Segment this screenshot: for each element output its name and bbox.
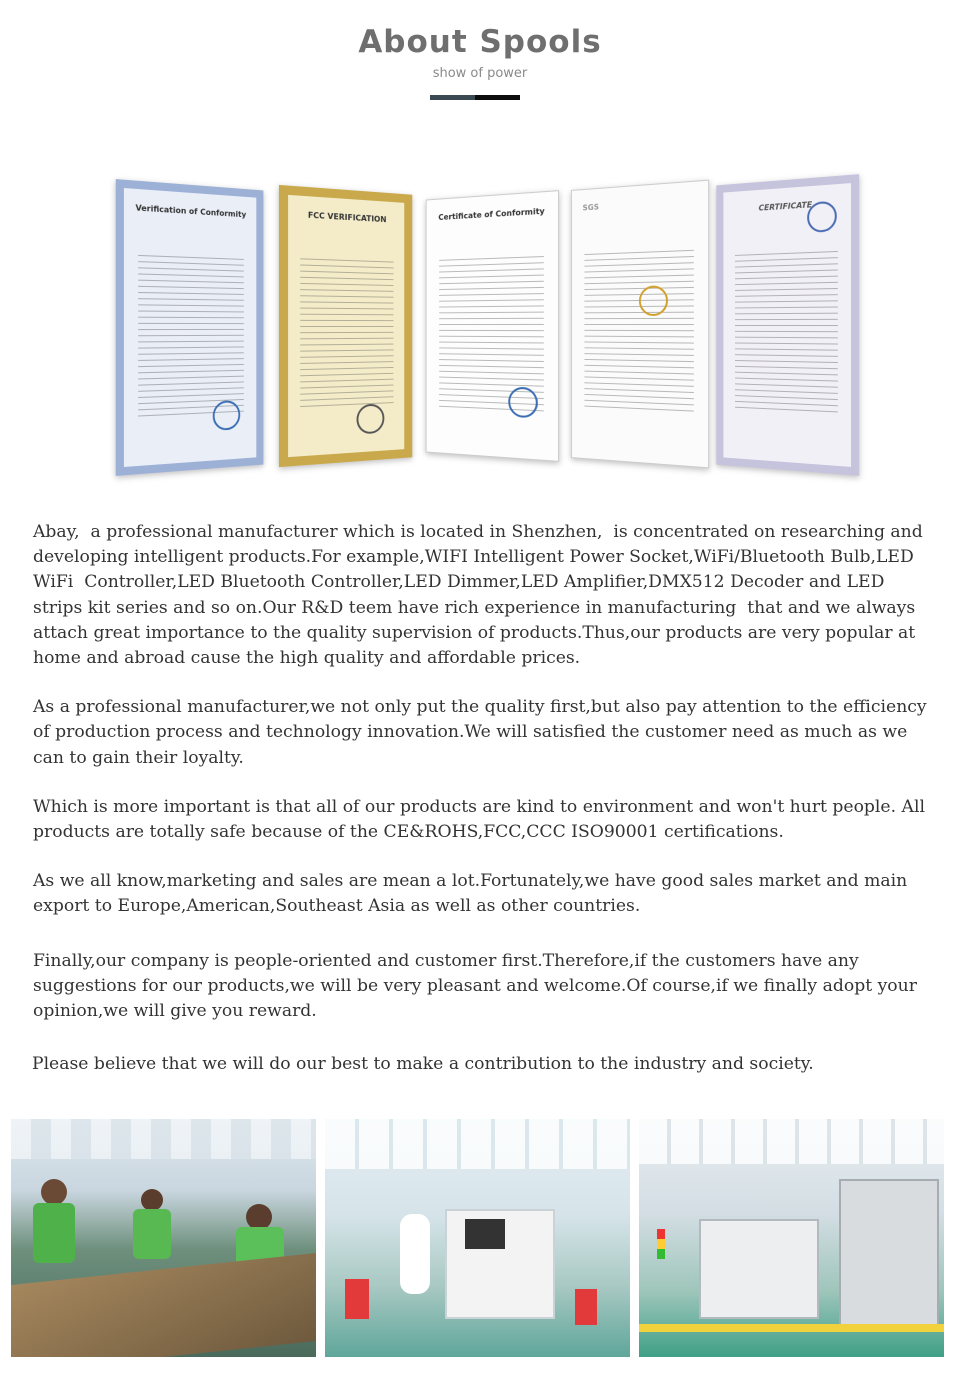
paragraph-customer: Finally,our company is people-oriented and customer first.Therefore,if the customers have any suggestions for our products,we will be very pleasant and welcome.Of course,if we finally adopt your opinion,we will give you reward. [33, 950, 923, 1022]
seal-icon [508, 387, 538, 419]
factory-photo-cleanroom [325, 1119, 630, 1357]
certificate-title: SGS [582, 202, 599, 213]
certificate-title: Certificate of Conformity [438, 206, 545, 222]
paragraph-safety: Which is more important is that all of our products are kind to environment and won't hurt people. All products are totally safe because of the CE&ROHS,FCC,CCC ISO90001 certifications. [33, 796, 931, 843]
company-description [33, 520, 933, 1077]
certificate-image-3 [426, 190, 559, 462]
seal-icon [807, 201, 837, 233]
certificate-image-4 [571, 180, 709, 469]
title-underline [430, 95, 520, 100]
certificate-image-5 [716, 174, 859, 476]
certificate-title: CERTIFICATE [758, 200, 813, 213]
title-underline-left [430, 95, 475, 100]
certificate-title: Verification of Conformity [135, 203, 247, 220]
certificate-image-1 [116, 179, 264, 476]
paragraph-quality: As a professional manufacturer,we not only put the quality first,but also pay attention to the efficiency of production process and technology innovation.We will satisfied the customer need as much as we can to gain their loyalty. [33, 697, 933, 768]
certificates-gallery [110, 175, 860, 475]
paragraph-intro: Abay, a professional manufacturer which is located in Shenzhen, is concentrated on researching and developing intelligent products.For example,WIFI Intelligent Power Socket,WiFi/Bluetooth Bulb,LED WiFi Controller,LED Bluetooth Controller,LED Dimmer,LED Amplifier,DMX512 Decoder and LED strips kit series and so on.Our R&D teem have rich experience in manufacturing that and we always attach great importance to the quality supervision of products.Thus,our products are very popular at home and abroad cause the high quality and affordable prices. [33, 522, 929, 669]
factory-photo-machines [639, 1119, 944, 1357]
page-header [0, 24, 960, 81]
seal-icon [639, 285, 668, 316]
certificate-title: FCC VERIFICATION [307, 210, 387, 225]
factory-photos [11, 1119, 944, 1357]
factory-photo-workers [11, 1119, 316, 1357]
paragraph-market: As we all know,marketing and sales are mean a lot.Fortunately,we have good sales market and main export to Europe,American,Southeast Asia as well as other countries. [33, 871, 919, 917]
certificate-image-2 [279, 185, 412, 467]
page-subtitle: show of power [432, 66, 528, 81]
title-underline-right [475, 95, 520, 100]
seal-icon [357, 403, 385, 434]
page-title: About Spools [358, 24, 602, 60]
seal-icon [213, 400, 240, 431]
paragraph-closing: Please believe that we will do our best to make a contribution to the industry and society. [32, 1054, 814, 1075]
